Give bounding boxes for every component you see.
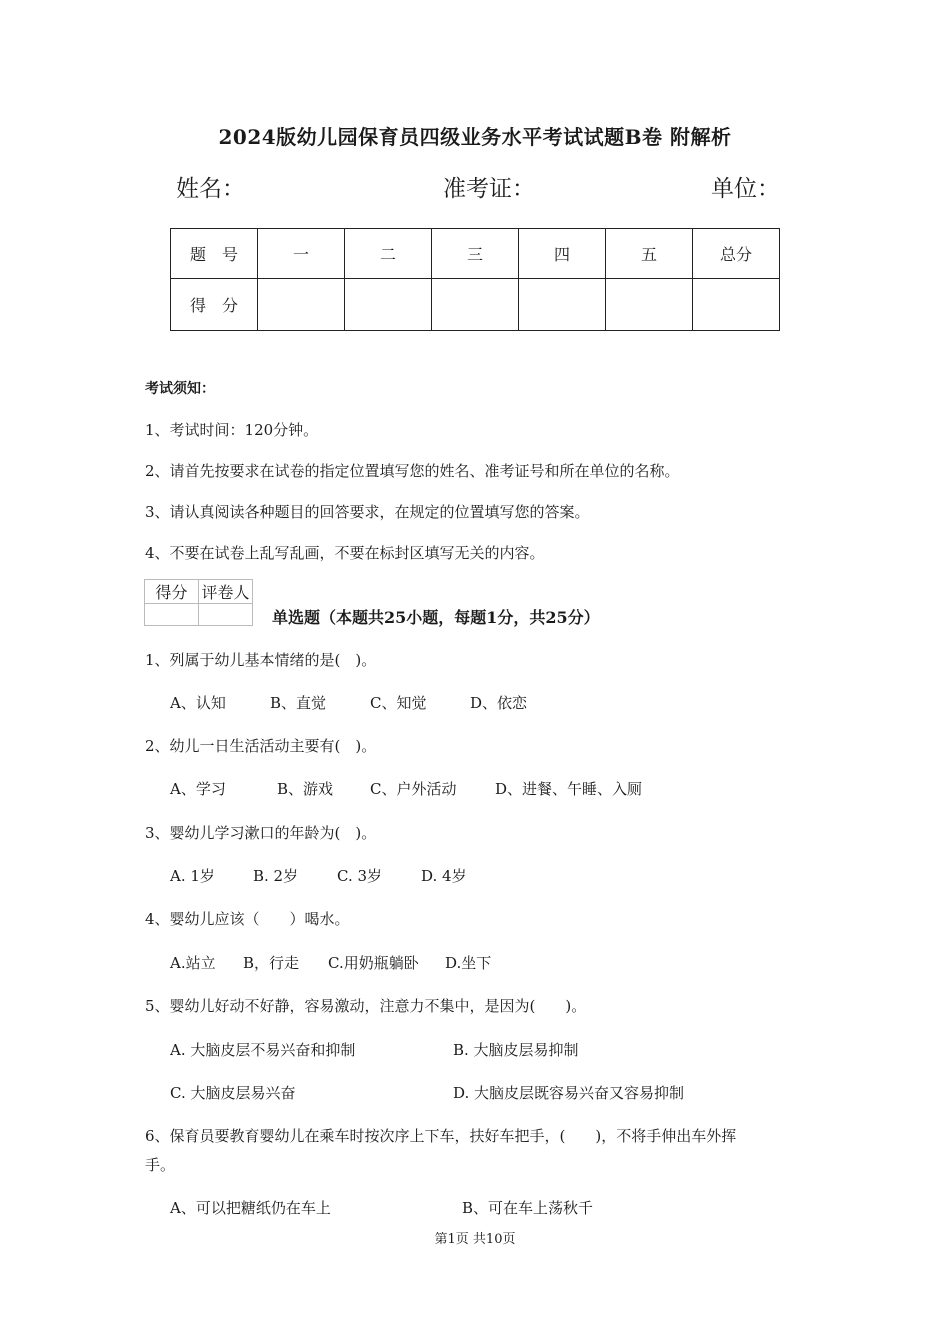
option: C. 3岁 — [337, 867, 383, 885]
option: C. 大脑皮层易兴奋 — [170, 1084, 296, 1102]
page-title: 2024版幼儿园保育员四级业务水平考试试题B卷 附解析 — [218, 125, 732, 149]
score-cell[interactable] — [606, 279, 693, 331]
option: B、直觉 — [270, 694, 327, 712]
option: A、认知 — [170, 694, 226, 712]
section-title: 单选题（本题共25小题，每题1分，共25分） — [272, 608, 600, 627]
option: A. 大脑皮层不易兴奋和抑制 — [170, 1041, 356, 1059]
question-6: 6、保育员要教育婴幼儿在乘车时按次序上下车，扶好车把手，( )，不将手伸出车外挥 — [145, 1127, 737, 1145]
grader-box-score-label: 得分 — [145, 580, 199, 604]
score-cell[interactable] — [519, 279, 606, 331]
question-3: 3、婴幼儿学习漱口的年龄为( )。 — [145, 824, 377, 842]
option: B，行走 — [243, 954, 300, 972]
option: B. 大脑皮层易抑制 — [453, 1041, 579, 1059]
grader-box-grader-cell[interactable] — [199, 604, 253, 626]
question-4: 4、婴幼儿应该（ ）喝水。 — [145, 910, 350, 928]
option: C、户外活动 — [370, 780, 457, 798]
question-2: 2、幼儿一日生活活动主要有( )。 — [145, 737, 377, 755]
grader-box-score-cell[interactable] — [145, 604, 199, 626]
option: A、学习 — [170, 780, 226, 798]
option: D、依恋 — [470, 694, 528, 712]
option: D. 大脑皮层既容易兴奋又容易抑制 — [453, 1084, 685, 1102]
notice-item: 2、请首先按要求在试卷的指定位置填写您的姓名、准考证号和所在单位的名称。 — [145, 462, 680, 480]
score-table-header-cell: 总分 — [693, 229, 780, 279]
option: A. 1岁 — [170, 867, 215, 885]
score-cell[interactable] — [258, 279, 345, 331]
score-table-header-cell: 五 — [606, 229, 693, 279]
grader-box-grader-label: 评卷人 — [199, 580, 253, 604]
option: B、游戏 — [277, 780, 334, 798]
option: D. 4岁 — [421, 867, 467, 885]
score-table-header-cell: 一 — [258, 229, 345, 279]
option: C.用奶瓶躺卧 — [328, 954, 419, 972]
option: D、进餐、午睡、入厕 — [495, 780, 643, 798]
score-table-header-cell: 四 — [519, 229, 606, 279]
score-cell[interactable] — [345, 279, 432, 331]
option: C、知觉 — [370, 694, 427, 712]
exam-id-field-label: 准考证： — [443, 176, 535, 202]
question-6-continued: 手。 — [145, 1156, 176, 1174]
option: B. 2岁 — [253, 867, 299, 885]
option: A、可以把糖纸仍在车上 — [170, 1199, 331, 1217]
score-cell[interactable] — [432, 279, 519, 331]
name-field-label: 姓名： — [176, 176, 245, 202]
unit-field-label: 单位： — [711, 176, 780, 202]
notice-item: 4、不要在试卷上乱写乱画，不要在标封区填写无关的内容。 — [145, 544, 545, 562]
score-table-row-label: 得 分 — [171, 279, 258, 331]
option: B、可在车上荡秋千 — [462, 1199, 594, 1217]
score-table-header-cell: 二 — [345, 229, 432, 279]
option: A.站立 — [170, 954, 216, 972]
score-cell[interactable] — [693, 279, 780, 331]
notice-title: 考试须知： — [145, 381, 215, 397]
score-table-header-cell: 题 号 — [171, 229, 258, 279]
notice-item: 1、考试时间：120分钟。 — [145, 421, 319, 439]
question-5: 5、婴幼儿好动不好静，容易激动，注意力不集中，是因为( )。 — [145, 997, 587, 1015]
score-table — [170, 228, 780, 331]
notice-item: 3、请认真阅读各种题目的回答要求，在规定的位置填写您的答案。 — [145, 503, 590, 521]
question-1: 1、列属于幼儿基本情绪的是( )。 — [145, 651, 377, 669]
grader-box — [144, 579, 253, 626]
option: D.坐下 — [445, 954, 492, 972]
score-table-score-row — [171, 279, 780, 331]
page-footer: 第1页 共10页 — [434, 1232, 516, 1247]
score-table-header-row — [171, 229, 780, 279]
score-table-header-cell: 三 — [432, 229, 519, 279]
